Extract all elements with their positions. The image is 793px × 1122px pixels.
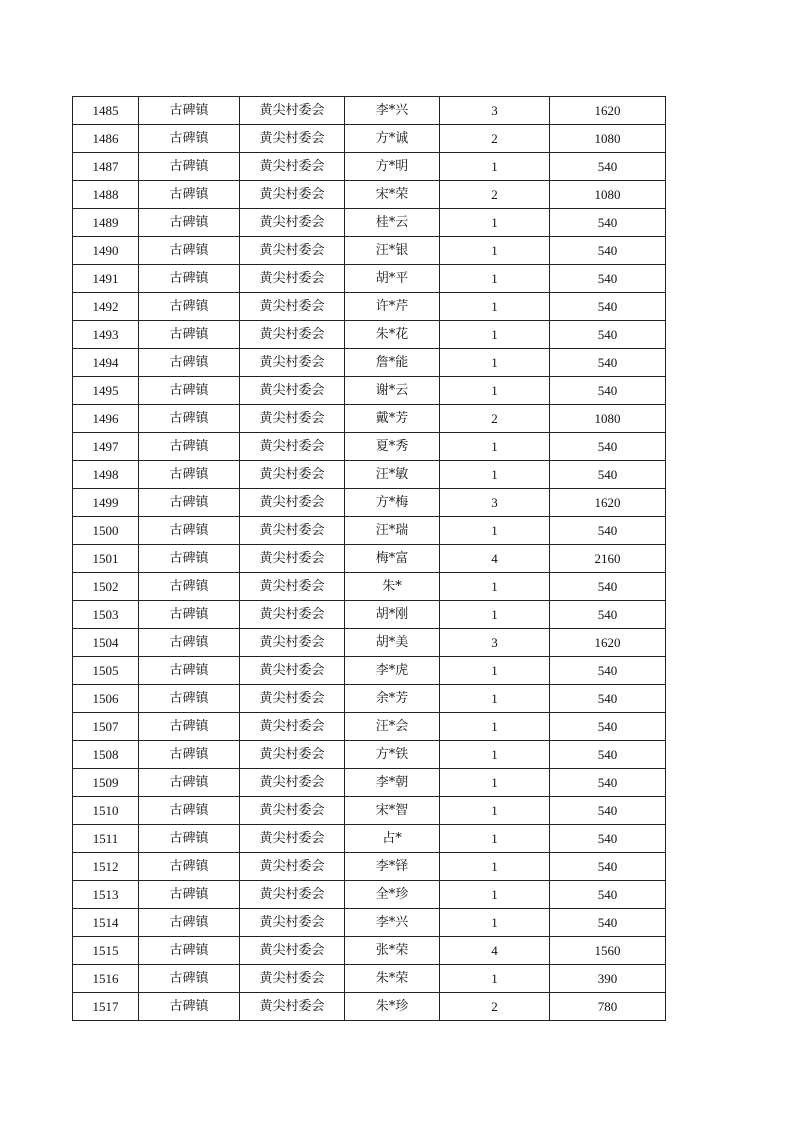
village-committee-cell: 黄尖村委会 — [240, 97, 345, 125]
person-name-cell: 李*兴 — [345, 97, 440, 125]
serial-number-cell: 1511 — [73, 825, 139, 853]
town-cell: 古碑镇 — [139, 881, 240, 909]
amount-cell: 540 — [550, 825, 666, 853]
town-cell: 古碑镇 — [139, 937, 240, 965]
table-row — [73, 405, 666, 433]
serial-number-cell: 1509 — [73, 769, 139, 797]
town-cell: 古碑镇 — [139, 825, 240, 853]
person-count-cell: 1 — [440, 713, 550, 741]
town-cell: 古碑镇 — [139, 405, 240, 433]
amount-cell: 1080 — [550, 405, 666, 433]
table-row — [73, 293, 666, 321]
amount-cell: 540 — [550, 909, 666, 937]
town-cell: 古碑镇 — [139, 769, 240, 797]
village-committee-cell: 黄尖村委会 — [240, 769, 345, 797]
person-name-cell: 桂*云 — [345, 209, 440, 237]
table-row — [73, 237, 666, 265]
town-cell: 古碑镇 — [139, 909, 240, 937]
person-name-cell: 梅*富 — [345, 545, 440, 573]
table-row — [73, 349, 666, 377]
person-name-cell: 全*珍 — [345, 881, 440, 909]
amount-cell: 780 — [550, 993, 666, 1021]
serial-number-cell: 1516 — [73, 965, 139, 993]
town-cell: 古碑镇 — [139, 573, 240, 601]
amount-cell: 1080 — [550, 125, 666, 153]
amount-cell: 540 — [550, 713, 666, 741]
amount-cell: 540 — [550, 265, 666, 293]
village-committee-cell: 黄尖村委会 — [240, 741, 345, 769]
village-committee-cell: 黄尖村委会 — [240, 853, 345, 881]
person-count-cell: 1 — [440, 209, 550, 237]
person-name-cell: 朱*荣 — [345, 965, 440, 993]
person-count-cell: 1 — [440, 769, 550, 797]
table-row — [73, 769, 666, 797]
person-count-cell: 4 — [440, 545, 550, 573]
town-cell: 古碑镇 — [139, 741, 240, 769]
amount-cell: 540 — [550, 293, 666, 321]
table-row — [73, 797, 666, 825]
serial-number-cell: 1496 — [73, 405, 139, 433]
person-name-cell: 张*荣 — [345, 937, 440, 965]
person-count-cell: 1 — [440, 825, 550, 853]
town-cell: 古碑镇 — [139, 713, 240, 741]
town-cell: 古碑镇 — [139, 321, 240, 349]
person-count-cell: 1 — [440, 909, 550, 937]
town-cell: 古碑镇 — [139, 853, 240, 881]
serial-number-cell: 1512 — [73, 853, 139, 881]
serial-number-cell: 1495 — [73, 377, 139, 405]
town-cell: 古碑镇 — [139, 377, 240, 405]
person-name-cell: 戴*芳 — [345, 405, 440, 433]
town-cell: 古碑镇 — [139, 629, 240, 657]
table-row — [73, 881, 666, 909]
amount-cell: 540 — [550, 853, 666, 881]
serial-number-cell: 1491 — [73, 265, 139, 293]
person-count-cell: 1 — [440, 433, 550, 461]
table-row — [73, 209, 666, 237]
village-committee-cell: 黄尖村委会 — [240, 433, 345, 461]
table-row — [73, 909, 666, 937]
person-count-cell: 1 — [440, 741, 550, 769]
person-name-cell: 方*梅 — [345, 489, 440, 517]
town-cell: 古碑镇 — [139, 993, 240, 1021]
amount-cell: 540 — [550, 601, 666, 629]
serial-number-cell: 1500 — [73, 517, 139, 545]
village-committee-cell: 黄尖村委会 — [240, 349, 345, 377]
amount-cell: 540 — [550, 685, 666, 713]
table-row — [73, 265, 666, 293]
serial-number-cell: 1501 — [73, 545, 139, 573]
serial-number-cell: 1498 — [73, 461, 139, 489]
amount-cell: 540 — [550, 517, 666, 545]
serial-number-cell: 1493 — [73, 321, 139, 349]
person-count-cell: 1 — [440, 461, 550, 489]
person-name-cell: 余*芳 — [345, 685, 440, 713]
person-name-cell: 胡*刚 — [345, 601, 440, 629]
person-count-cell: 1 — [440, 517, 550, 545]
village-committee-cell: 黄尖村委会 — [240, 125, 345, 153]
village-committee-cell: 黄尖村委会 — [240, 405, 345, 433]
village-committee-cell: 黄尖村委会 — [240, 461, 345, 489]
person-name-cell: 李*兴 — [345, 909, 440, 937]
village-committee-cell: 黄尖村委会 — [240, 685, 345, 713]
village-committee-cell: 黄尖村委会 — [240, 545, 345, 573]
serial-number-cell: 1490 — [73, 237, 139, 265]
person-count-cell: 1 — [440, 377, 550, 405]
village-committee-cell: 黄尖村委会 — [240, 321, 345, 349]
town-cell: 古碑镇 — [139, 517, 240, 545]
person-name-cell: 朱*花 — [345, 321, 440, 349]
person-count-cell: 2 — [440, 125, 550, 153]
person-count-cell: 1 — [440, 601, 550, 629]
village-committee-cell: 黄尖村委会 — [240, 797, 345, 825]
table-row — [73, 657, 666, 685]
amount-cell: 1620 — [550, 97, 666, 125]
table-row — [73, 517, 666, 545]
amount-cell: 540 — [550, 433, 666, 461]
person-name-cell: 方*诚 — [345, 125, 440, 153]
serial-number-cell: 1492 — [73, 293, 139, 321]
person-count-cell: 1 — [440, 965, 550, 993]
table-row — [73, 433, 666, 461]
person-count-cell: 1 — [440, 349, 550, 377]
amount-cell: 540 — [550, 741, 666, 769]
table-row — [73, 573, 666, 601]
town-cell: 古碑镇 — [139, 209, 240, 237]
village-committee-cell: 黄尖村委会 — [240, 629, 345, 657]
town-cell: 古碑镇 — [139, 797, 240, 825]
town-cell: 古碑镇 — [139, 965, 240, 993]
person-name-cell: 朱*珍 — [345, 993, 440, 1021]
serial-number-cell: 1494 — [73, 349, 139, 377]
serial-number-cell: 1488 — [73, 181, 139, 209]
village-committee-cell: 黄尖村委会 — [240, 657, 345, 685]
serial-number-cell: 1510 — [73, 797, 139, 825]
table-row — [73, 685, 666, 713]
village-committee-cell: 黄尖村委会 — [240, 965, 345, 993]
village-committee-cell: 黄尖村委会 — [240, 713, 345, 741]
town-cell: 古碑镇 — [139, 265, 240, 293]
amount-cell: 1620 — [550, 629, 666, 657]
person-count-cell: 1 — [440, 657, 550, 685]
village-committee-cell: 黄尖村委会 — [240, 265, 345, 293]
town-cell: 古碑镇 — [139, 181, 240, 209]
village-committee-cell: 黄尖村委会 — [240, 377, 345, 405]
amount-cell: 540 — [550, 461, 666, 489]
person-name-cell: 朱* — [345, 573, 440, 601]
amount-cell: 540 — [550, 769, 666, 797]
table-row — [73, 377, 666, 405]
person-name-cell: 夏*秀 — [345, 433, 440, 461]
town-cell: 古碑镇 — [139, 293, 240, 321]
amount-cell: 540 — [550, 573, 666, 601]
town-cell: 古碑镇 — [139, 97, 240, 125]
table-row — [73, 993, 666, 1021]
village-committee-cell: 黄尖村委会 — [240, 937, 345, 965]
amount-cell: 390 — [550, 965, 666, 993]
serial-number-cell: 1486 — [73, 125, 139, 153]
town-cell: 古碑镇 — [139, 461, 240, 489]
person-name-cell: 方*铁 — [345, 741, 440, 769]
table-row — [73, 97, 666, 125]
person-count-cell: 1 — [440, 853, 550, 881]
roster-table — [72, 96, 666, 1021]
amount-cell: 1620 — [550, 489, 666, 517]
town-cell: 古碑镇 — [139, 489, 240, 517]
person-name-cell: 汪*敏 — [345, 461, 440, 489]
amount-cell: 540 — [550, 349, 666, 377]
table-row — [73, 741, 666, 769]
table-row — [73, 545, 666, 573]
village-committee-cell: 黄尖村委会 — [240, 517, 345, 545]
village-committee-cell: 黄尖村委会 — [240, 993, 345, 1021]
village-committee-cell: 黄尖村委会 — [240, 909, 345, 937]
serial-number-cell: 1485 — [73, 97, 139, 125]
town-cell: 古碑镇 — [139, 545, 240, 573]
amount-cell: 540 — [550, 237, 666, 265]
town-cell: 古碑镇 — [139, 237, 240, 265]
person-name-cell: 汪*会 — [345, 713, 440, 741]
serial-number-cell: 1503 — [73, 601, 139, 629]
table-row — [73, 489, 666, 517]
amount-cell: 540 — [550, 321, 666, 349]
town-cell: 古碑镇 — [139, 685, 240, 713]
serial-number-cell: 1517 — [73, 993, 139, 1021]
person-name-cell: 汪*瑞 — [345, 517, 440, 545]
village-committee-cell: 黄尖村委会 — [240, 825, 345, 853]
table-row — [73, 713, 666, 741]
table-row — [73, 601, 666, 629]
serial-number-cell: 1499 — [73, 489, 139, 517]
table-row — [73, 825, 666, 853]
person-name-cell: 李*朝 — [345, 769, 440, 797]
town-cell: 古碑镇 — [139, 601, 240, 629]
person-name-cell: 宋*荣 — [345, 181, 440, 209]
amount-cell: 1560 — [550, 937, 666, 965]
table-row — [73, 153, 666, 181]
village-committee-cell: 黄尖村委会 — [240, 489, 345, 517]
town-cell: 古碑镇 — [139, 657, 240, 685]
person-count-cell: 1 — [440, 797, 550, 825]
serial-number-cell: 1505 — [73, 657, 139, 685]
amount-cell: 1080 — [550, 181, 666, 209]
serial-number-cell: 1508 — [73, 741, 139, 769]
person-name-cell: 胡*平 — [345, 265, 440, 293]
village-committee-cell: 黄尖村委会 — [240, 573, 345, 601]
person-count-cell: 3 — [440, 489, 550, 517]
person-count-cell: 2 — [440, 993, 550, 1021]
person-count-cell: 4 — [440, 937, 550, 965]
serial-number-cell: 1515 — [73, 937, 139, 965]
person-name-cell: 胡*美 — [345, 629, 440, 657]
table-row — [73, 321, 666, 349]
amount-cell: 540 — [550, 153, 666, 181]
town-cell: 古碑镇 — [139, 125, 240, 153]
person-name-cell: 李*铎 — [345, 853, 440, 881]
village-committee-cell: 黄尖村委会 — [240, 209, 345, 237]
serial-number-cell: 1507 — [73, 713, 139, 741]
person-count-cell: 1 — [440, 685, 550, 713]
roster-sheet — [72, 96, 665, 1021]
person-name-cell: 汪*银 — [345, 237, 440, 265]
person-count-cell: 1 — [440, 293, 550, 321]
table-row — [73, 853, 666, 881]
serial-number-cell: 1513 — [73, 881, 139, 909]
amount-cell: 540 — [550, 657, 666, 685]
serial-number-cell: 1487 — [73, 153, 139, 181]
serial-number-cell: 1502 — [73, 573, 139, 601]
person-count-cell: 1 — [440, 573, 550, 601]
person-count-cell: 1 — [440, 321, 550, 349]
amount-cell: 540 — [550, 377, 666, 405]
person-count-cell: 3 — [440, 97, 550, 125]
person-count-cell: 1 — [440, 265, 550, 293]
village-committee-cell: 黄尖村委会 — [240, 153, 345, 181]
person-count-cell: 2 — [440, 181, 550, 209]
table-row — [73, 965, 666, 993]
village-committee-cell: 黄尖村委会 — [240, 237, 345, 265]
person-count-cell: 1 — [440, 153, 550, 181]
person-count-cell: 2 — [440, 405, 550, 433]
person-name-cell: 占* — [345, 825, 440, 853]
amount-cell: 2160 — [550, 545, 666, 573]
serial-number-cell: 1489 — [73, 209, 139, 237]
village-committee-cell: 黄尖村委会 — [240, 181, 345, 209]
serial-number-cell: 1514 — [73, 909, 139, 937]
person-name-cell: 许*芹 — [345, 293, 440, 321]
amount-cell: 540 — [550, 209, 666, 237]
table-row — [73, 125, 666, 153]
serial-number-cell: 1504 — [73, 629, 139, 657]
town-cell: 古碑镇 — [139, 349, 240, 377]
serial-number-cell: 1497 — [73, 433, 139, 461]
person-count-cell: 3 — [440, 629, 550, 657]
person-name-cell: 谢*云 — [345, 377, 440, 405]
table-row — [73, 461, 666, 489]
amount-cell: 540 — [550, 797, 666, 825]
person-name-cell: 方*明 — [345, 153, 440, 181]
table-row — [73, 629, 666, 657]
table-row — [73, 937, 666, 965]
amount-cell: 540 — [550, 881, 666, 909]
person-count-cell: 1 — [440, 881, 550, 909]
person-name-cell: 宋*智 — [345, 797, 440, 825]
town-cell: 古碑镇 — [139, 433, 240, 461]
table-row — [73, 181, 666, 209]
serial-number-cell: 1506 — [73, 685, 139, 713]
person-count-cell: 1 — [440, 237, 550, 265]
village-committee-cell: 黄尖村委会 — [240, 601, 345, 629]
village-committee-cell: 黄尖村委会 — [240, 293, 345, 321]
roster-table-body — [73, 97, 666, 1021]
town-cell: 古碑镇 — [139, 153, 240, 181]
person-name-cell: 詹*能 — [345, 349, 440, 377]
village-committee-cell: 黄尖村委会 — [240, 881, 345, 909]
person-name-cell: 李*虎 — [345, 657, 440, 685]
